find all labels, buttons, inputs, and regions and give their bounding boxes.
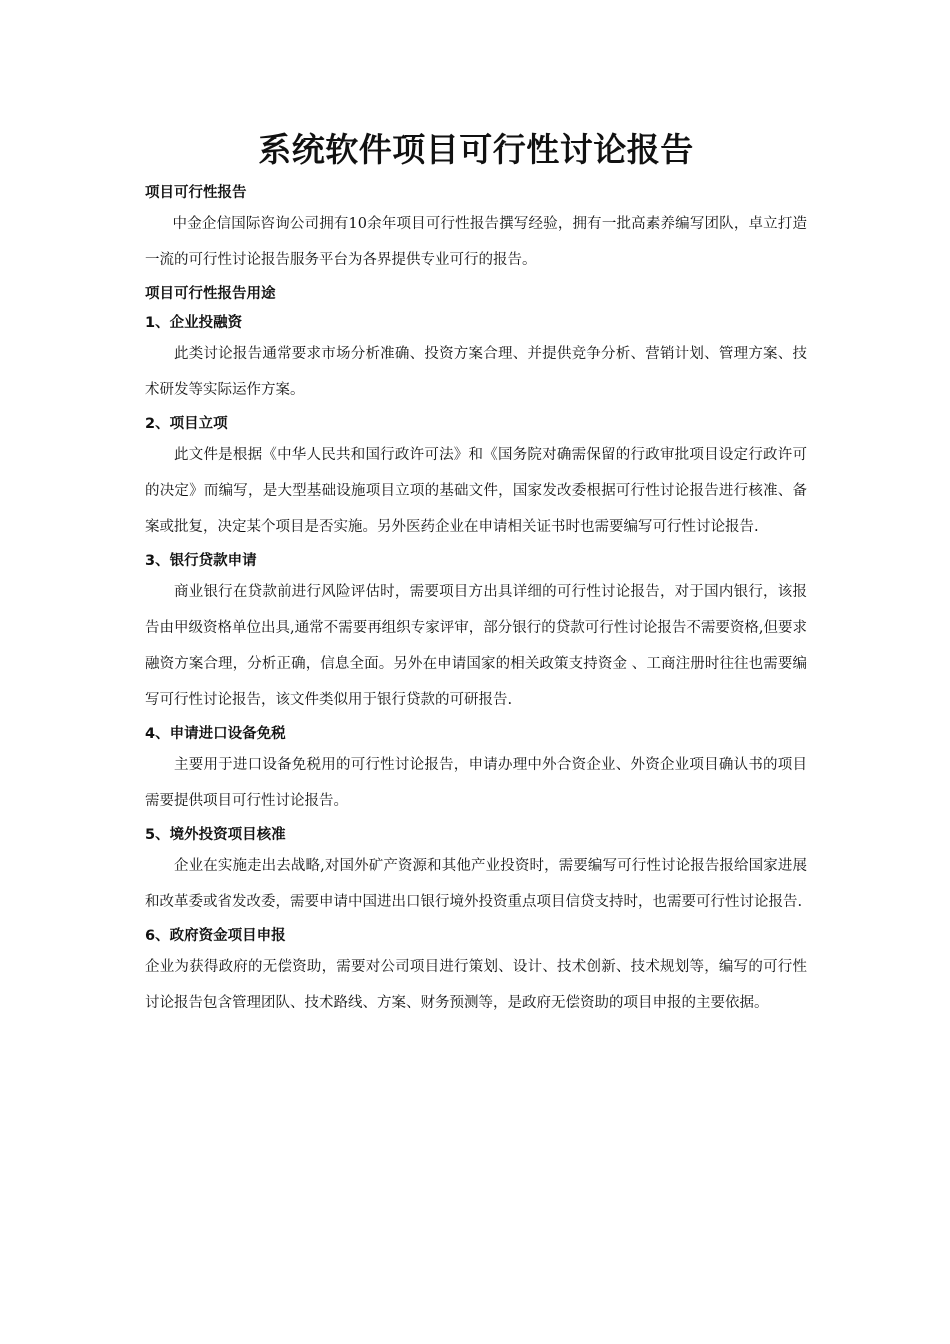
- section-heading: 1、企业投融资: [145, 315, 243, 331]
- section-heading: 项目可行性报告用途: [145, 286, 276, 302]
- section-heading: 4、申请进口设备免税: [145, 726, 286, 742]
- document-title: 系统软件项目可行性讨论报告: [258, 130, 694, 169]
- section-paragraph: 此类讨论报告通常要求市场分析准确、投资方案合理、并提供竞争分析、营销计划、管理方案、技术研发等实际运作方案。: [145, 346, 807, 398]
- section-import-tax-exemption: [145, 718, 807, 819]
- section-paragraph: 主要用于进口设备免税用的可行性讨论报告，申请办理中外合资企业、外资企业项目确认书的项目需要提供项目可行性讨论报告。: [145, 757, 807, 809]
- section-report-uses: [145, 278, 807, 307]
- section-enterprise-financing: [145, 307, 807, 408]
- section-project-approval: [145, 408, 807, 545]
- section-heading: 项目可行性报告: [145, 185, 247, 201]
- section-heading: 2、项目立项: [145, 416, 228, 432]
- section-bank-loan: [145, 545, 807, 718]
- section-government-funding: [145, 920, 807, 1021]
- section-paragraph: 中金企信国际咨询公司拥有10余年项目可行性报告撰写经验，拥有一批高素养编写团队，卓立打造一流的可行性讨论报告服务平台为各界提供专业可行的报告。: [145, 216, 807, 268]
- document-page: [145, 125, 807, 1021]
- section-paragraph: 商业银行在贷款前进行风险评估时，需要项目方出具详细的可行性讨论报告，对于国内银行，该报告由甲级资格单位出具,通常不需要再组织专家评审，部分银行的贷款可行性讨论报告不需要资格,但要求融资方案合理，分析正确，信息全面。另外在申请国家的相关政策支持资金 、工商注册时往往也需要编写可行性讨论报告，该文件类似用于银行贷款的可研报告.: [145, 584, 807, 708]
- section-paragraph: 企业在实施走出去战略,对国外矿产资源和其他产业投资时，需要编写可行性讨论报告报给国家进展和改革委或省发改委，需要申请中国进出口银行境外投资重点项目信贷支持时，也需要可行性讨论报告.: [145, 858, 807, 910]
- section-feasibility-report: [145, 177, 807, 278]
- section-heading: 6、政府资金项目申报: [145, 928, 286, 944]
- section-heading: 3、银行贷款申请: [145, 553, 257, 569]
- section-overseas-investment: [145, 819, 807, 920]
- section-paragraph: 企业为获得政府的无偿资助，需要对公司项目进行策划、设计、技术创新、技术规划等，编写的可行性讨论报告包含管理团队、技术路线、方案、财务预测等，是政府无偿资助的项目申报的主要依据。: [145, 959, 807, 1011]
- section-paragraph: 此文件是根据《中华人民共和国行政许可法》和《国务院对确需保留的行政审批项目设定行政许可的决定》而编写，是大型基础设施项目立项的基础文件，国家发改委根据可行性讨论报告进行核准、备案或批复，决定某个项目是否实施。另外医药企业在申请相关证书时也需要编写可行性讨论报告.: [145, 447, 807, 535]
- section-heading: 5、境外投资项目核准: [145, 827, 286, 843]
